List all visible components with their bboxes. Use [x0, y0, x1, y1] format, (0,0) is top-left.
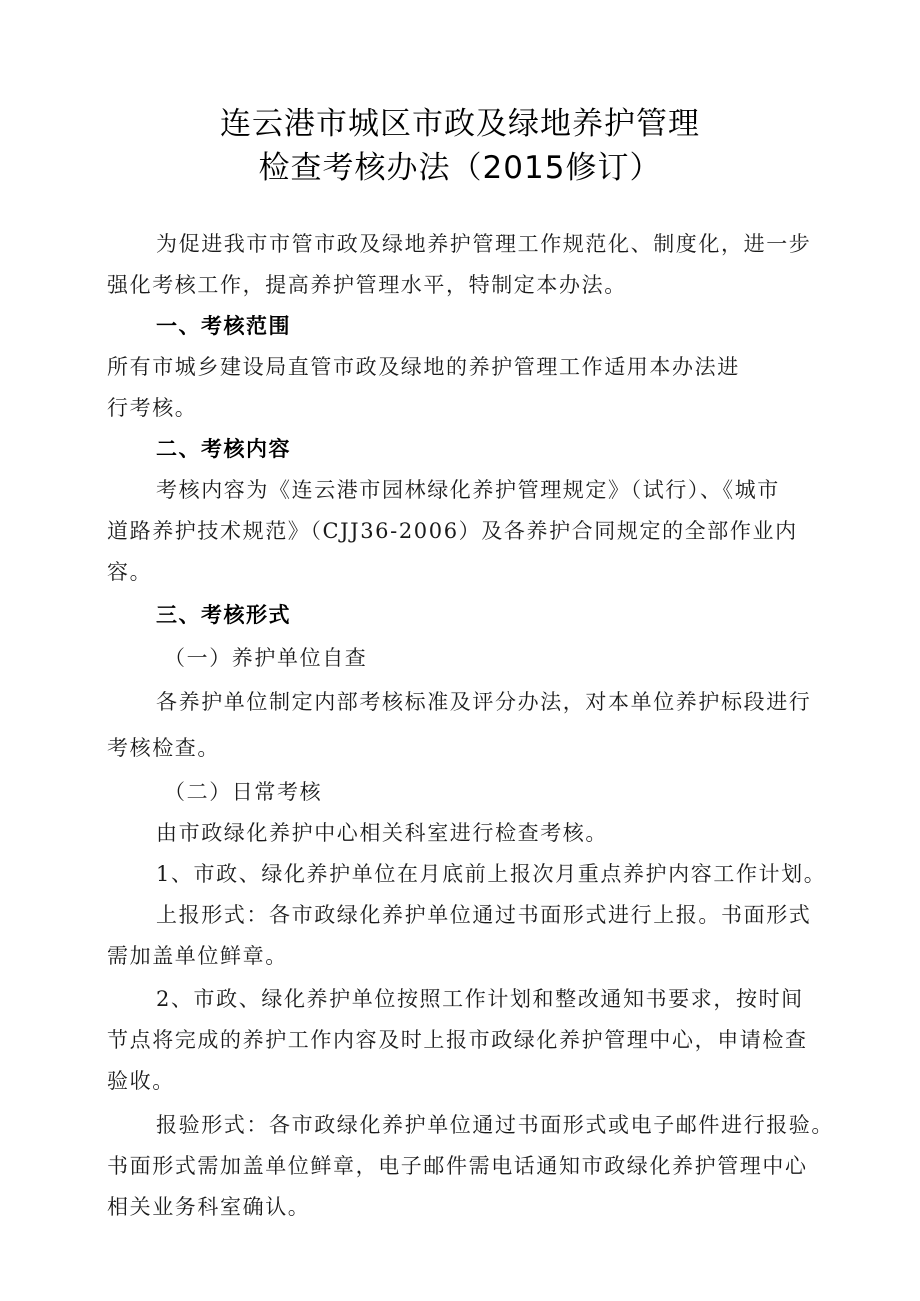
content-paragraph-line: 道路养护技术规范》（CJJ36-2006）及各养护合同规定的全部作业内	[107, 519, 798, 543]
report-form-line: 需加盖单位鲜章。	[107, 944, 288, 968]
item-2-line: 节点将完成的养护工作内容及时上报市政绿化养护管理中心，申请检查	[107, 1028, 808, 1052]
report-form-line: 上报形式：各市政绿化养护单位通过书面形式进行上报。书面形式	[156, 903, 812, 927]
item-2-line: 验收。	[107, 1069, 175, 1093]
content-paragraph-line: 容。	[107, 560, 153, 584]
self-check-paragraph-line: 考核检查。	[107, 736, 220, 760]
intro-paragraph-line: 为促进我市市管市政及绿地养护管理工作规范化、制度化，进一步	[156, 232, 812, 256]
item-1-line: 1、市政、绿化养护单位在月底前上报次月重点养护内容工作计划。	[156, 862, 827, 886]
self-check-paragraph-line: 各养护单位制定内部考核标准及评分办法，对本单位养护标段进行	[156, 690, 812, 714]
subsection-heading-daily-check: （二）日常考核	[164, 780, 323, 804]
verify-form-line: 书面形式需加盖单位鲜章，电子邮件需电话通知市政绿化养护管理中心	[107, 1154, 808, 1178]
document-title-line-2: 检查考核办法（2015修订）	[258, 150, 662, 186]
content-paragraph-line: 考核内容为《连云港市园林绿化养护管理规定》（试行）、《城市	[156, 478, 780, 502]
section-heading-scope: 一、考核范围	[156, 314, 291, 338]
section-heading-form: 三、考核形式	[156, 603, 291, 627]
daily-check-paragraph-line: 由市政绿化养护中心相关科室进行检查考核。	[156, 821, 608, 845]
document-title-line-1: 连云港市城区市政及绿地养护管理	[220, 106, 700, 142]
verify-form-line: 报验形式：各市政绿化养护单位通过书面形式或电子邮件进行报验。	[156, 1113, 834, 1137]
intro-paragraph-line: 强化考核工作，提高养护管理水平，特制定本办法。	[107, 273, 627, 297]
subsection-heading-self-check: （一）养护单位自查	[164, 646, 368, 670]
section-heading-content: 二、考核内容	[156, 437, 291, 461]
verify-form-line: 相关业务科室确认。	[107, 1195, 311, 1219]
scope-paragraph-line: 行考核。	[107, 396, 198, 420]
item-2-line: 2、市政、绿化养护单位按照工作计划和整改通知书要求，按时间	[156, 987, 804, 1011]
scope-paragraph-line: 所有市城乡建设局直管市政及绿地的养护管理工作适用本办法进	[107, 355, 740, 379]
